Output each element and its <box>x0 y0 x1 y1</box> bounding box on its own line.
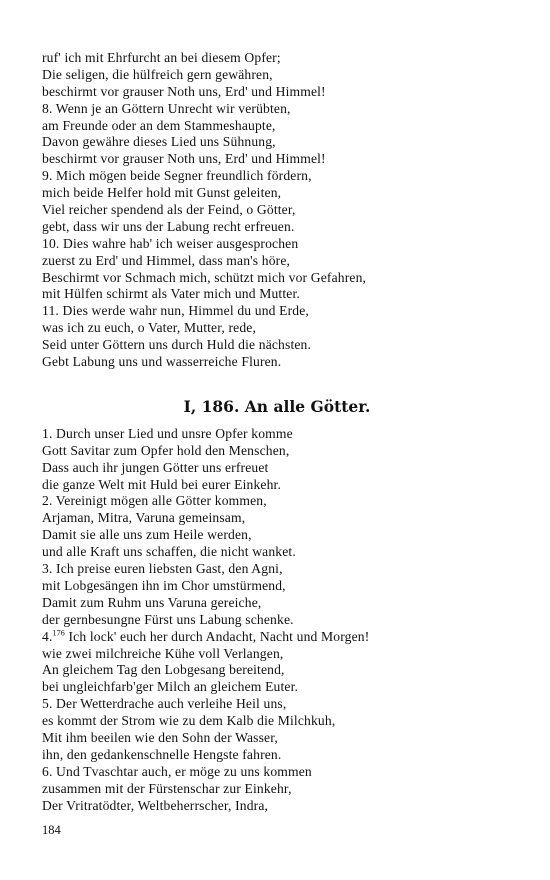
verse-line: wie zwei milchreiche Kühe voll Verlangen, <box>42 645 284 661</box>
verse-line: An gleichem Tag den Lobgesang bereitend, <box>42 662 285 678</box>
verse-line: Die seligen, die hülfreich gern gewähren, <box>42 66 273 82</box>
verse-line: beschirmt vor grauser Noth uns, Erd' und Himmel! <box>42 83 326 99</box>
verse-text: Ich lock' euch her durch Andacht, Nacht und Morgen! <box>64 628 370 644</box>
verse-line: 6. Und Tvaschtar auch, er möge zu uns kommen <box>42 763 312 779</box>
verse-line: Beschirmt vor Schmach mich, schützt mich vor Gefahren, <box>42 269 367 285</box>
verse-line: 11. Dies werde wahr nun, Himmel du und Erde, <box>42 303 309 319</box>
footnote-marker[interactable]: 176 <box>52 628 65 638</box>
verse-line: 8. Wenn je an Göttern Unrecht wir verübten, <box>42 100 291 116</box>
page-number: 184 <box>42 823 61 837</box>
verse-line: 2. Vereinigt mögen alle Götter kommen, <box>42 493 267 509</box>
verse-line: gebt, dass wir uns der Labung recht erfreuen. <box>42 218 295 234</box>
verse-line: mich beide Helfer hold mit Gunst geleiten, <box>42 185 282 201</box>
verse-line: ruf' ich mit Ehrfurcht an bei diesem Opfer; <box>42 50 281 65</box>
verse-line: Gott Savitar zum Opfer hold den Menschen, <box>42 442 290 458</box>
verse-line: Damit zum Ruhm uns Varuna gereiche, <box>42 594 262 610</box>
verse-line: Der Vritratödter, Weltbeherrscher, Indra, <box>42 797 269 813</box>
verse-line: 10. Dies wahre hab' ich weiser ausgesprochen <box>42 235 299 251</box>
verse-line: Arjaman, Mitra, Varuna gemeinsam, <box>42 510 246 526</box>
verse-line: zuerst zu Erd' und Himmel, dass man's höre, <box>42 252 291 268</box>
page-content <box>42 50 512 814</box>
verse-block-hymn-186 <box>42 426 512 814</box>
verse-line: was ich zu euch, o Vater, Mutter, rede, <box>42 320 257 336</box>
verse-line: bei ungleichfarb'ger Milch an gleichem Euter. <box>42 679 299 695</box>
verse-line-footnoted <box>42 629 512 646</box>
verse-block-continued <box>42 50 512 371</box>
verse-line: ihn, den gedankenschnelle Hengste fahren. <box>42 746 282 762</box>
verse-line: beschirmt vor grauser Noth uns, Erd' und Himmel! <box>42 151 326 167</box>
verse-line: mit Lobgesängen ihn im Chor umstürmend, <box>42 577 286 593</box>
verse-line: Seid unter Göttern uns durch Huld die nächsten. <box>42 337 312 353</box>
verse-line: zusammen mit der Fürstenschar zur Einkehr, <box>42 780 292 796</box>
verse-line: am Freunde oder an dem Stammeshaupte, <box>42 117 276 133</box>
verse-line: Damit sie alle uns zum Heile werden, <box>42 527 252 543</box>
verse-line: die ganze Welt mit Huld bei eurer Einkehr. <box>42 476 281 492</box>
verse-line: Davon gewähre dieses Lied uns Sühnung, <box>42 134 276 150</box>
verse-line: der gernbesungne Fürst uns Labung schenke. <box>42 611 294 627</box>
verse-line: Gebt Labung uns und wasserreiche Fluren. <box>42 354 282 370</box>
verse-line: und alle Kraft uns schaffen, die nicht wanket. <box>42 544 296 560</box>
verse-line: Viel reicher spendend als der Feind, o Götter, <box>42 202 296 218</box>
hymn-heading: I, 186. An alle Götter. <box>183 396 371 416</box>
verse-line: 5. Der Wetterdrache auch verleihe Heil uns, <box>42 696 287 712</box>
verse-line: Mit ihm beeilen wie den Sohn der Wasser, <box>42 729 278 745</box>
verse-line: 3. Ich preise euren liebsten Gast, den Agni, <box>42 561 283 577</box>
verse-line: 9. Mich mögen beide Segner freundlich fördern, <box>42 168 312 184</box>
verse-line: Dass auch ihr jungen Götter uns erfreuet <box>42 459 269 475</box>
verse-number: 4. <box>42 628 53 644</box>
verse-line: mit Hülfen schirmt als Vater mich und Mutter. <box>42 286 300 302</box>
verse-line: es kommt der Strom wie zu dem Kalb die Milchkuh, <box>42 713 336 729</box>
verse-line: 1. Durch unser Lied und unsre Opfer komme <box>42 425 293 441</box>
